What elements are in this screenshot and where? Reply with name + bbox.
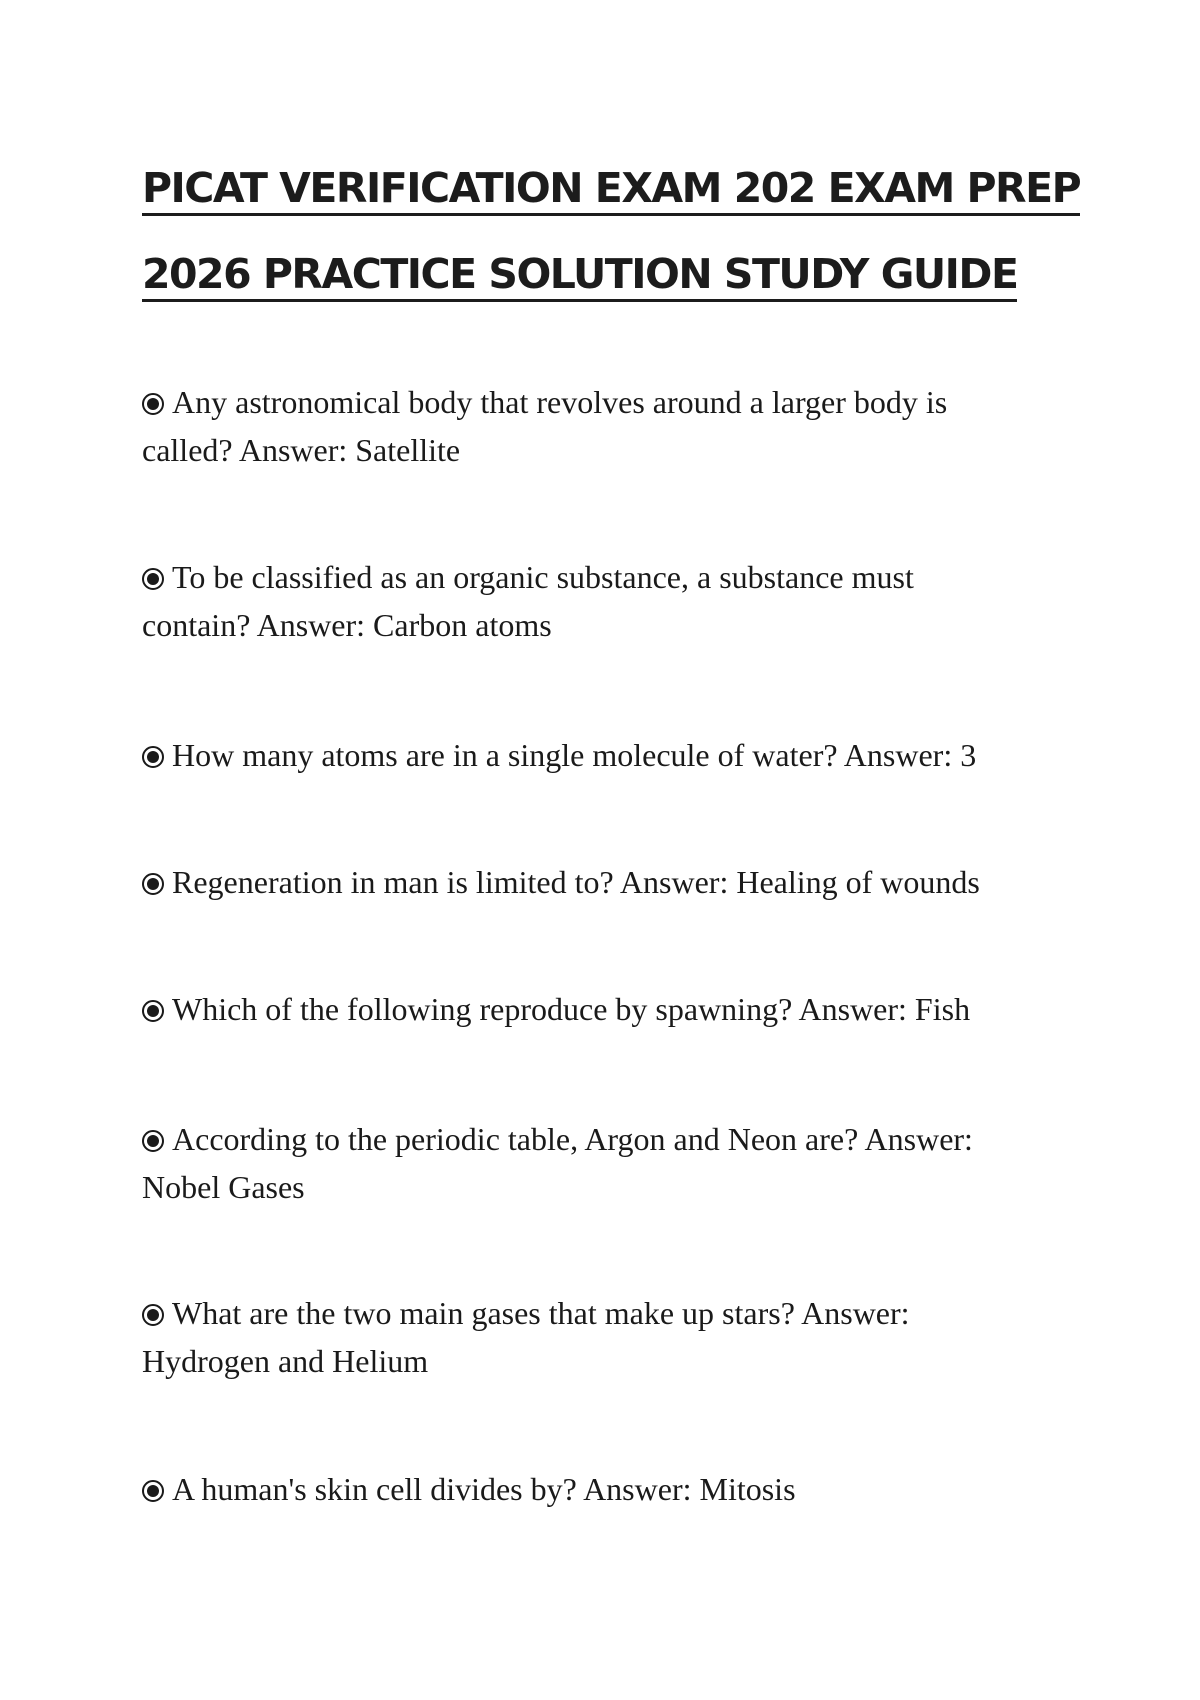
radio-bullet-icon	[142, 1130, 164, 1152]
qa-item-8	[142, 1465, 1022, 1513]
document-title	[142, 152, 1081, 324]
qa-item-7	[142, 1289, 1022, 1385]
qa-text: Which of the following reproduce by spawning? Answer: Fish	[172, 991, 971, 1027]
qa-item-5	[142, 985, 1022, 1033]
radio-bullet-icon	[142, 568, 164, 590]
qa-item-4	[142, 858, 1022, 906]
qa-text: To be classified as an organic substance, a substance must contain? Answer: Carbon atoms	[142, 559, 914, 643]
qa-text: Regeneration in man is limited to? Answer: Healing of wounds	[172, 864, 980, 900]
title-line-2: 2026 PRACTICE SOLUTION STUDY GUIDE	[142, 249, 1017, 302]
radio-bullet-icon	[142, 393, 164, 415]
qa-text: Any astronomical body that revolves around a larger body is called? Answer: Satellite	[142, 384, 948, 468]
qa-text: What are the two main gases that make up stars? Answer: Hydrogen and Helium	[142, 1295, 910, 1379]
radio-bullet-icon	[142, 1000, 164, 1022]
radio-bullet-icon	[142, 1304, 164, 1326]
radio-bullet-icon	[142, 1480, 164, 1502]
qa-item-6	[142, 1115, 1022, 1211]
qa-item-3	[142, 731, 1022, 779]
radio-bullet-icon	[142, 746, 164, 768]
qa-item-1	[142, 378, 1022, 474]
qa-text: How many atoms are in a single molecule of water? Answer: 3	[172, 737, 977, 773]
radio-bullet-icon	[142, 873, 164, 895]
qa-text: A human's skin cell divides by? Answer: Mitosis	[172, 1471, 796, 1507]
qa-item-2	[142, 553, 1022, 649]
qa-text: According to the periodic table, Argon and Neon are? Answer: Nobel Gases	[142, 1121, 973, 1205]
title-line-1: PICAT VERIFICATION EXAM 202 EXAM PREP	[142, 163, 1080, 216]
